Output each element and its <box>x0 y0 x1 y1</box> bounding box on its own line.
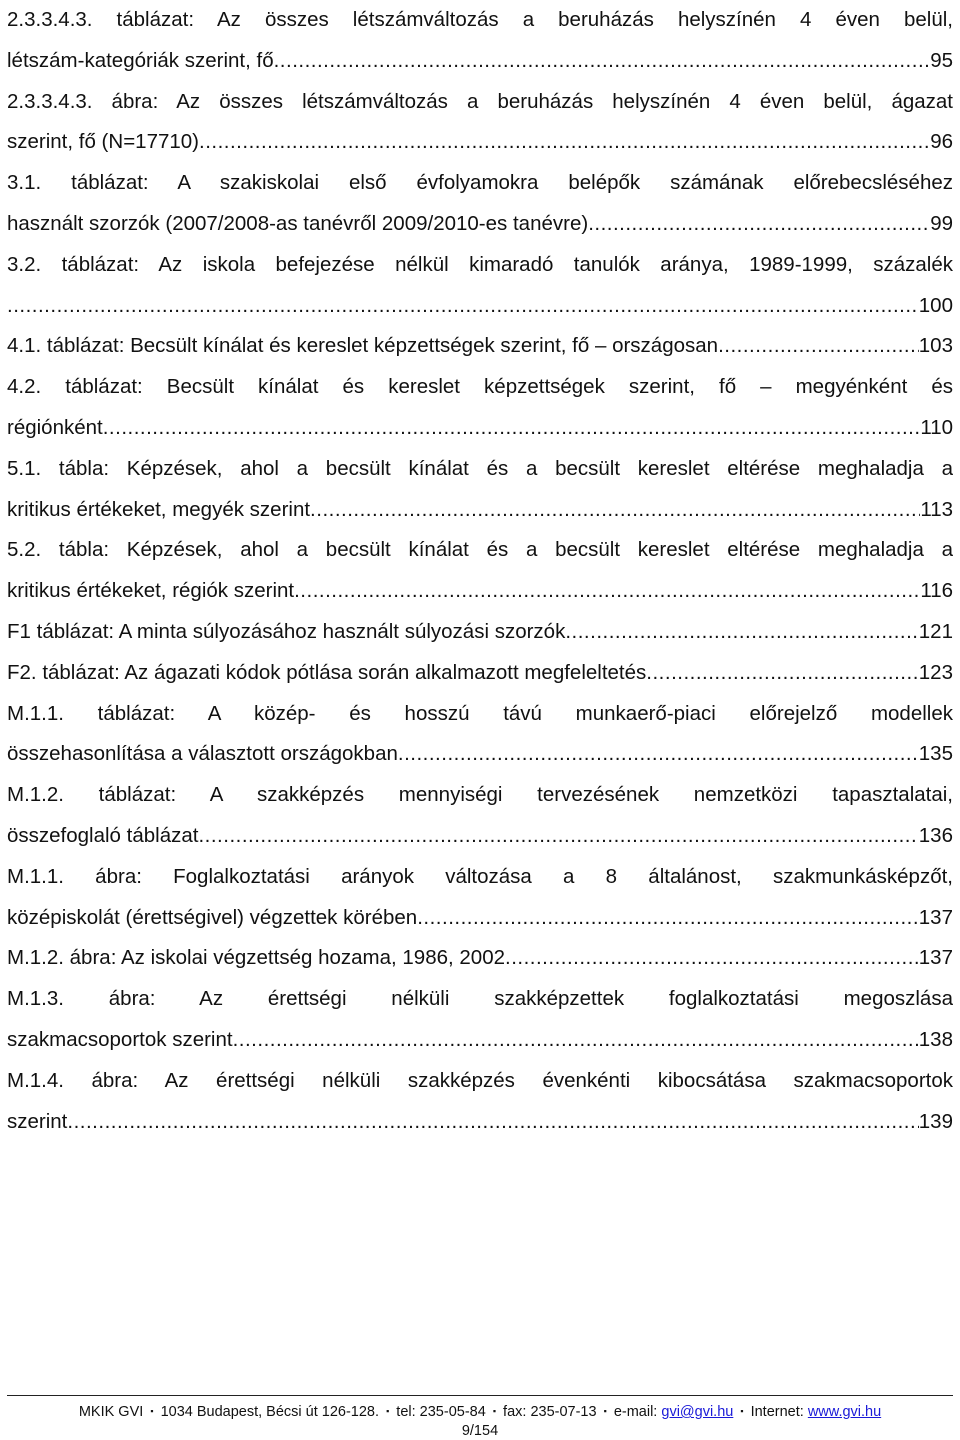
toc-entry-leader-line <box>7 1102 953 1143</box>
footer-divider <box>7 1395 953 1396</box>
footer-org: MKIK GVI <box>78 1404 144 1420</box>
dot-leader <box>7 286 919 327</box>
dot-leader <box>505 938 919 979</box>
toc-entry-leader-line <box>7 1020 953 1061</box>
footer-address: 1034 Budapest, Bécsi út 126-128. <box>160 1404 380 1420</box>
toc-entry-text: középiskolát (érettségivel) végzettek körében <box>7 905 418 929</box>
dot-leader <box>294 571 920 612</box>
toc-page-number[interactable]: 95 <box>930 48 953 72</box>
toc-entry-leader-line <box>7 612 953 653</box>
toc-entry[interactable] <box>7 326 953 367</box>
toc-entry-text: kritikus értékeket, régiók szerint <box>7 579 295 603</box>
dot-leader <box>233 1020 919 1061</box>
toc-page-number[interactable]: 121 <box>918 619 953 643</box>
toc-entry-leader-line <box>7 41 953 82</box>
toc-entry[interactable] <box>7 449 953 531</box>
toc-entry[interactable] <box>7 653 953 694</box>
dot-leader <box>398 734 919 775</box>
toc-entry-leader-line <box>7 408 953 449</box>
toc-entry[interactable] <box>7 612 953 653</box>
toc-entry-leader-line <box>7 653 953 694</box>
toc-entry-text: 5.2. tábla: Képzések, ahol a becsült kínálat és a becsült kereslet eltérése meghaladja a <box>7 538 953 562</box>
toc-page-number[interactable]: 100 <box>918 293 953 317</box>
toc-entry[interactable] <box>7 367 953 449</box>
dot-leader <box>417 898 919 939</box>
dot-leader <box>588 204 930 245</box>
toc-entry-leader-line <box>7 286 953 327</box>
toc-entry-text: szakmacsoportok szerint <box>7 1027 233 1051</box>
toc-entry-leader-line <box>7 898 953 939</box>
separator-icon: ▪ <box>603 1406 607 1416</box>
toc-page-number[interactable]: 110 <box>920 415 953 439</box>
toc-entry-leader-line <box>7 326 953 367</box>
toc-entry-text: 3.1. táblázat: A szakiskolai első évfolyamokra belépők számának előrebecsléséhez <box>7 171 953 195</box>
toc-page-number[interactable]: 139 <box>918 1109 953 1133</box>
footer-fax: fax: 235-07-13 <box>503 1404 597 1420</box>
toc-entry-text: M.1.4. ábra: Az érettségi nélküli szakképzés évenkénti kibocsátása szakmacsoportok <box>7 1068 953 1092</box>
toc-entry-leader-line <box>7 490 953 531</box>
toc-page-number[interactable]: 135 <box>918 742 953 766</box>
dot-leader <box>274 41 931 82</box>
toc-entry-text: régiónként <box>7 415 103 439</box>
toc-entry-text: használt szorzók (2007/2008-as tanévről 2009/2010-es tanévre) <box>7 211 589 235</box>
toc-entry-text: 3.2. táblázat: Az iskola befejezése nélkül kimaradó tanulók aránya, 1989-1999, százalék <box>7 252 953 276</box>
dot-leader <box>310 490 920 531</box>
page-footer <box>0 1401 960 1422</box>
toc-entry-text: M.1.1. táblázat: A közép- és hosszú távú munkaerő-piaci előrejelző modellek <box>7 701 953 725</box>
toc-entry-text: 5.1. tábla: Képzések, ahol a becsült kínálat és a becsült kereslet eltérése meghaladja a <box>7 456 953 480</box>
toc-entry-text: M.1.2. táblázat: A szakképzés mennyiségi tervezésének nemzetközi tapasztalatai, <box>7 783 953 807</box>
toc-entry-text: kritikus értékeket, megyék szerint <box>7 497 311 521</box>
table-of-contents <box>7 0 953 1142</box>
page-number: 9/154 <box>461 1423 499 1439</box>
separator-icon: ▪ <box>150 1406 154 1416</box>
toc-entry-leader-line <box>7 571 953 612</box>
toc-page-number[interactable]: 123 <box>918 660 953 684</box>
website-link[interactable]: www.gvi.hu <box>807 1404 882 1420</box>
toc-entry-leader-line <box>7 204 953 245</box>
toc-entry-text: M.1.3. ábra: Az érettségi nélküli szakképzettek foglalkoztatási megoszlása <box>7 987 953 1011</box>
toc-page-number[interactable]: 138 <box>918 1027 953 1051</box>
toc-page-number[interactable]: 116 <box>920 579 953 603</box>
toc-entry-text: F1 táblázat: A minta súlyozásához használt súlyozási szorzók <box>7 619 566 643</box>
toc-entry[interactable] <box>7 938 953 979</box>
footer-internet-label: Internet: <box>750 1404 804 1420</box>
toc-entry-text: összefoglaló táblázat <box>7 823 199 847</box>
toc-entry[interactable] <box>7 694 953 776</box>
separator-icon: ▪ <box>386 1406 390 1416</box>
dot-leader <box>199 122 930 163</box>
toc-entry-text: 4.2. táblázat: Becsült kínálat és kereslet képzettségek szerint, fő – megyénként és <box>7 375 953 399</box>
separator-icon: ▪ <box>492 1406 497 1416</box>
toc-entry-text: 4.1. táblázat: Becsült kínálat és kereslet képzettségek szerint, fő – országosan <box>7 334 719 358</box>
toc-entry[interactable] <box>7 775 953 857</box>
toc-entry-text: szerint, fő (N=17710) <box>7 130 199 154</box>
toc-entry-leader-line <box>7 122 953 163</box>
toc-entry[interactable] <box>7 245 953 327</box>
toc-page-number[interactable]: 113 <box>920 497 953 521</box>
toc-entry[interactable] <box>7 530 953 612</box>
toc-entry-text: M.1.2. ábra: Az iskolai végzettség hozama, 1986, 2002 <box>7 946 505 970</box>
footer-email-label: e-mail: <box>613 1404 658 1420</box>
toc-entry-leader-line <box>7 938 953 979</box>
toc-entry[interactable] <box>7 163 953 245</box>
toc-page-number[interactable]: 137 <box>918 946 953 970</box>
toc-entry-text: létszám-kategóriák szerint, fő <box>7 48 274 72</box>
toc-entry[interactable] <box>7 857 953 939</box>
toc-entry-leader-line <box>7 734 953 775</box>
separator-icon: ▪ <box>740 1406 744 1416</box>
email-link[interactable]: gvi@gvi.hu <box>661 1404 734 1420</box>
toc-page-number[interactable]: 137 <box>918 905 953 929</box>
dot-leader <box>103 408 921 449</box>
dot-leader <box>646 653 919 694</box>
toc-page-number[interactable]: 96 <box>930 130 953 154</box>
toc-entry[interactable] <box>7 1061 953 1143</box>
toc-page-number[interactable]: 99 <box>930 211 953 235</box>
dot-leader <box>565 612 918 653</box>
toc-entry-text: 2.3.3.4.3. táblázat: Az összes létszámváltozás a beruházás helyszínén 4 éven belül, <box>7 8 953 31</box>
toc-entry[interactable] <box>7 82 953 164</box>
toc-entry-text: 2.3.3.4.3. ábra: Az összes létszámváltozás a beruházás helyszínén 4 éven belül, ágazat <box>7 89 953 113</box>
dot-leader <box>718 326 919 367</box>
toc-entry[interactable] <box>7 979 953 1061</box>
toc-page-number[interactable]: 136 <box>918 823 953 847</box>
toc-page-number[interactable]: 103 <box>918 334 953 358</box>
dot-leader <box>198 816 918 857</box>
toc-entry[interactable] <box>7 0 953 82</box>
toc-entry-text: összehasonlítása a választott országokban <box>7 742 398 766</box>
toc-entry-leader-line <box>7 816 953 857</box>
footer-tel: tel: 235-05-84 <box>396 1404 486 1420</box>
toc-entry-text: F2. táblázat: Az ágazati kódok pótlása során alkalmazott megfeleltetés <box>7 660 647 684</box>
dot-leader <box>67 1102 918 1143</box>
toc-entry-text: szerint <box>7 1109 68 1133</box>
toc-entry-text: M.1.1. ábra: Foglalkoztatási arányok változása a 8 általánost, szakmunkásképzőt, <box>7 864 953 888</box>
